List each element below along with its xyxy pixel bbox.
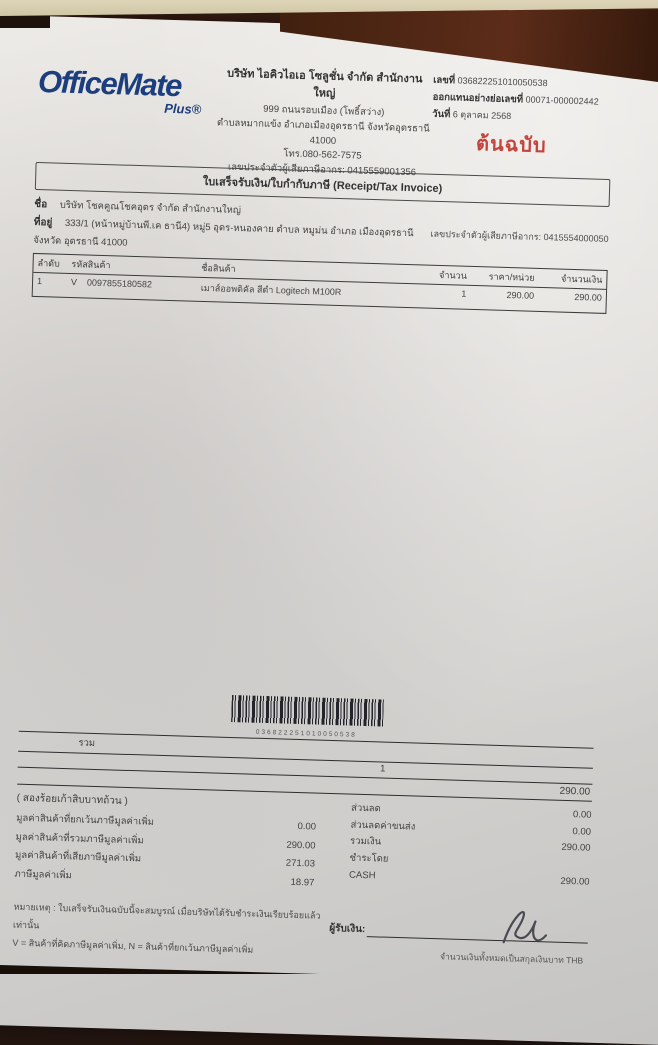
vendor-address-line2: ตำบลหมากแข้ง อำเภอเมืองอุดรธานี จังหวัดอุดรธานี 41000 xyxy=(214,116,432,152)
signature-rule xyxy=(367,922,588,944)
footer-section xyxy=(12,898,588,969)
customer-name-value: บริษัท โชคคูณโชคอุดร จำกัด สำนักงานใหญ่ xyxy=(60,200,241,216)
officemate-logo xyxy=(37,58,217,117)
original-copy-stamp: ต้นฉบับ xyxy=(431,125,612,166)
vendor-phone: โทร.080-562-7575 xyxy=(214,145,431,166)
value-vat: 18.97 xyxy=(290,873,314,892)
amount-in-words: ( สองร้อยเก้าสิบบาทถ้วน ) xyxy=(17,791,328,815)
barcode-image xyxy=(231,695,384,726)
label-paid-by: ชำระโดย xyxy=(349,851,388,869)
doc-date-label: วันที่ xyxy=(432,109,450,121)
item-name: เมาส์ออพติคัล สีดำ Logitech M100R xyxy=(201,281,410,301)
vendor-tax-id: เลขประจำตัวผู้เสียภาษีอากร: 0415559001356 xyxy=(213,160,430,181)
vendor-info xyxy=(213,63,433,181)
col-header-no: ลำดับ xyxy=(37,256,71,271)
col-header-unit-price: ราคา/หน่วย xyxy=(467,269,535,285)
label-discount: ส่วนลด xyxy=(351,801,381,818)
value-grand-total: 290.00 xyxy=(561,840,591,857)
receipt-title: ใบเสร็จรับเงิน/ใบกำกับภาษี (Receipt/Tax Invoice) xyxy=(35,162,611,207)
label-grand-total: รวมเงิน xyxy=(350,834,382,852)
customer-address-value: 333/1 (หน้าหมู่บ้านพี.เค ธานี4) หมู่5 อุดร-หนองคาย ตำบล หมูม่น อำเภอ เมืองอุดรธานี จังหวัด อุดรธานี 41000 xyxy=(33,218,414,249)
label-vat: ภาษีมูลค่าเพิ่ม xyxy=(14,865,72,885)
receipt-content xyxy=(12,46,614,969)
value-discount: 0.00 xyxy=(573,807,592,824)
label-cash: CASH xyxy=(349,867,376,884)
col-header-amount: จำนวนเงิน xyxy=(534,271,602,287)
blank-body-area xyxy=(20,297,606,706)
item-amount: 290.00 xyxy=(534,291,602,307)
receipt-header xyxy=(36,46,614,175)
footer-note: หมายเหตุ : ใบเสร็จรับเงินฉบับนี้จะสมบูรณ์ เมื่อบริษัทได้รับชำระเงินเรียบร้อยแล้วเท่านั้น xyxy=(13,898,330,943)
logo-plus-text: Plus® xyxy=(37,97,215,117)
summary-right-column xyxy=(325,800,592,901)
receiver-line xyxy=(329,921,588,944)
customer-tax-id: เลขประจำตัวผู้เสียภาษีอากร: 0415554000050 xyxy=(430,226,609,247)
col-header-qty: จำนวน xyxy=(410,267,467,283)
vendor-company-name: บริษัท ไอคิวไอเอ โซลูชั่น จำกัด สำนักงานใหญ่ xyxy=(216,65,434,106)
vendor-address-line1: 999 ถนนรอบเมือง (โพธิ์สว่าง) xyxy=(215,101,432,122)
label-vat-included: มูลค่าสินค้าที่รวมภาษีมูลค่าเพิ่ม xyxy=(15,828,144,850)
item-unit-price: 290.00 xyxy=(466,289,534,305)
item-no: 1 xyxy=(37,276,71,291)
footer-notes xyxy=(12,898,330,961)
label-shipping-discount: ส่วนลดค่าขนส่ง xyxy=(350,817,415,836)
doc-date-value: 6 ตุลาคม 2568 xyxy=(453,109,512,121)
doc-number-value: 036822251010050538 xyxy=(457,75,547,88)
doc-replace-value: 00071-000002442 xyxy=(525,95,598,107)
customer-address-label: ที่อยู่ xyxy=(34,217,53,229)
col-header-code: รหัสสินค้า xyxy=(71,257,201,275)
receipt-paper xyxy=(0,14,658,1045)
total-qty-value: 1 xyxy=(380,764,386,775)
value-vat-included: 290.00 xyxy=(286,836,316,855)
summary-left-column xyxy=(14,791,327,893)
value-cash: 290.00 xyxy=(560,873,590,890)
doc-number-label: เลขที่ xyxy=(433,75,455,87)
receiver-signature-block xyxy=(328,907,588,969)
item-qty: 1 xyxy=(410,287,467,303)
label-vat-exempt: มูลค่าสินค้าที่ยกเว้นภาษีมูลค่าเพิ่ม xyxy=(16,810,154,833)
doc-replace-label: ออกแทนอย่างย่อเลขที่ xyxy=(433,92,524,106)
value-vat-exempt: 0.00 xyxy=(297,818,316,837)
value-shipping-discount: 0.00 xyxy=(572,824,591,841)
item-vat-flag: V xyxy=(71,277,87,287)
receiver-label: ผู้รับเงิน: xyxy=(329,921,365,937)
document-meta xyxy=(431,70,614,167)
col-header-name: ชื่อสินค้า xyxy=(201,261,410,281)
handwritten-signature xyxy=(496,904,561,950)
barcode-number: 036822251010050538 xyxy=(19,722,594,746)
customer-name-label: ชื่อ xyxy=(34,199,47,210)
footer-legend: V = สินค้าที่คิดภาษีมูลค่าเพิ่ม, N = สินค้าที่ยกเว้นภาษีมูลค่าเพิ่ม xyxy=(12,934,329,961)
logo-text: OfficeMate xyxy=(38,66,217,102)
summary-section xyxy=(14,791,592,901)
item-code-value: 0097855180582 xyxy=(87,278,152,290)
value-vat-base: 271.03 xyxy=(286,855,316,874)
label-vat-base: มูลค่าสินค้าที่เสียภาษีมูลค่าเพิ่ม xyxy=(15,847,142,869)
item-code xyxy=(71,277,201,295)
total-label-row: รวม xyxy=(18,731,593,769)
currency-note: จำนวนเงินทั้งหมดเป็นสกุลเงินบาท THB xyxy=(328,946,587,968)
total-amount-row: 290.00 xyxy=(17,768,592,802)
